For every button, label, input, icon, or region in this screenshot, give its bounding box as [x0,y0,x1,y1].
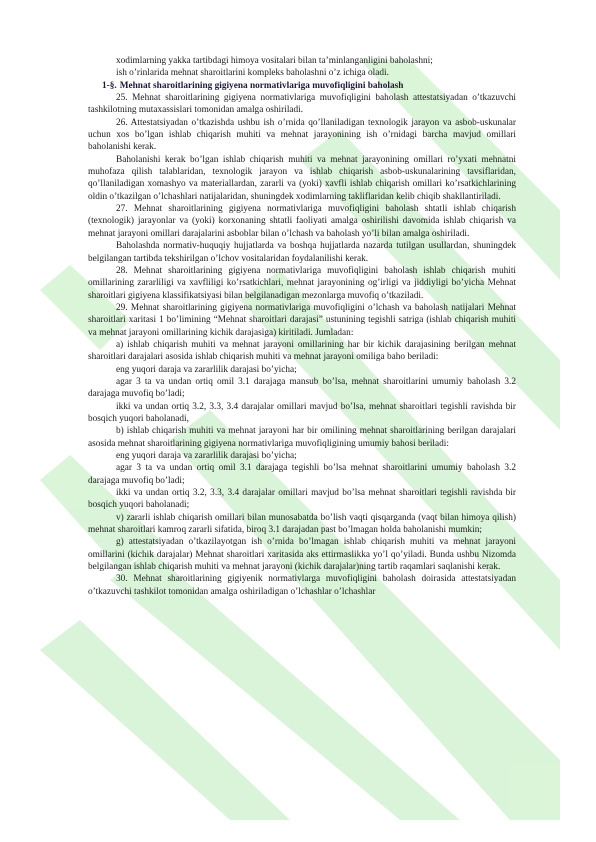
paragraph: ikki va undan ortiq 3.2, 3.3, 3.4 darajalar omillari mavjud bo’lsa, mehnat sharoitlari tegishli ravishda bir bosqich yuqori baholanadi, [88,401,516,424]
paragraph: 27. Mehnat sharoitlarining gigiyena normativlariga muvofiqligini baholash shtatli ishlab chiqarish (texnologik) jarayonlar va (yoki) korxonaning shtatli faoliyati amalga oshirilishi davomida ishlab chiqarish va mehnat jarayoni omillari darajalarini asboblar bilan o’lchash va baholash yo’li bilan amalga oshiriladi. [88,204,516,239]
paragraph: a) ishlab chiqarish muhiti va mehnat jarayoni omillarining har bir kichik darajasining berilgan mehnat sharoitlari darajalari asosida ishlab chiqarish muhiti va mehnat jarayoni omiliga baho beriladi: [88,339,516,363]
paragraph: agar 3 ta va undan ortiq omil 3.1 darajaga tegishli bo’lsa mehnat sharoitlarini umumiy baholash 3.2 darajaga muvofiq bo’ladi; [88,463,516,486]
paragraph: 30. Mehnat sharoitlarining gigiyenik normativlarga muvofiqligini baholash doirasida attestatsiyadan o’tkazuvchi tashkilot tomonidan amalga oshiriladigan o’lchashlar o’lchashlar [88,574,516,597]
paragraph: 26. Attestatsiyadan o’tkazishda ushbu ish o’rnida qo’llaniladigan texnologik jarayon va asbob-uskunalar uchun xos bo’lgan ishlab chiqarish muhiti va mehnat jarayonining ish o’rnidagi barcha mavjud omillari baholanishi kerak. [88,117,516,153]
paragraph: ish o’rinlarida mehnat sharoitlarini kompleks baholashni o’z ichiga oladi. [116,68,389,79]
paragraph: ikki va undan ortiq 3.2, 3.3, 3.4 darajalar omillari mavjud bo’lsa mehnat sharoitlari tegishli ravishda bir bosqich yuqori baholanadi; [88,488,516,511]
paragraph: Baholashda normativ-huquqiy hujjatlarda va boshqa hujjatlarda nazarda tutilgan usullardan, shuningdek belgilangan tartibda tekshirilgan o’lchov vositalaridan foydalanilishi kerak. [88,241,516,264]
paragraph: Baholanishi kerak bo’lgan ishlab chiqarish muhiti va mehnat jarayonining omillari ro’yxati mehnatni muhofaza qilish talablaridan, texnologik jarayon va ishlab chiqarish asbob-uskunalarining tavsiflaridan, qo’llaniladigan xomashyo va materiallardan, zararli va (yoki) xavfli ishlab chiqarish omillari ko’rsatkichlarining oldin o’tkazilgan o’lchashlari natijalaridan, shuningdek xodimlarning takliflaridan kelib chiqib shakllantiriladi. [88,154,516,202]
paragraph: 25. Mehnat sharoitlarining gigiyena normativlariga muvofiqligini baholash attestatsiyadan o’tkazuvchi tashkilotning mutaxassislari tomonidan amalga oshiriladi. [88,93,516,116]
paragraph: g) attestatsiyadan o’tkazilayotgan ish o’rnida bo’lmagan ishlab chiqarish muhiti va mehnat jarayoni omillarini (kichik darajalar) Mehnat sharoitlari xaritasida aks ettirmaslikka yo’l qo’yiladi. Bunda ushbu Nizomda belgilangan ishlab chiqarish muhiti va mehnat jarayoni (kichik darajalar)ning tartib raqamlari saqlanishi kerak. [88,537,516,573]
paragraph: eng yuqori daraja va zararlilik darajasi bo’yicha; [116,364,297,375]
paragraph: 29. Mehnat sharoitlarining gigiyena normativlariga muvofiqligini o’lchash va baholash natijalari Mehnat sharoitlari xaritasi 1 bo’limining “Mehnat sharoitlari darajasi” ustunining tegishli satriga (ishlab chiqarish muhiti va mehnat jarayoni omillarining kichik darajasiga) kiritiladi. Jumladan: [88,302,516,338]
paragraph: xodimlarning yakka tartibdagi himoya vositalari bilan ta’minlanganligini baholashni; [116,56,433,66]
paragraph: agar 3 ta va undan ortiq omil 3.1 darajaga mansub bo’lsa, mehnat sharoitlarini umumiy baholash 3.2 darajaga muvofiq bo’ladi; [88,376,516,400]
section-number: 1-§. [102,80,117,91]
paragraph: v) zararli ishlab chiqarish omillari bilan munosabatda bo’lish vaqti qisqarganda (vaqt bilan himoya qilish) mehnat sharoitlari kamroq zararli sifatida, biroq 3.1 darajadan past bo’lmagan holda baholanishi mumkin; [88,512,516,536]
paragraph: 28. Mehnat sharoitlarining gigiyena normativlariga muvofiqligini baholash ishlab chiqarish muhiti omillarining zararliligi va xavfliligi ko’rsatkichlari, mehnat jarayonining og’irligi va jiddiyligi bo’yicha Mehnat sharoitlari gigiyena klassifikatsiyasi bilan belgilanadigan mezonlarga muvofiq o’tkaziladi. [88,265,516,301]
document-body [88,55,516,598]
section-heading [88,80,516,92]
paragraph: eng yuqori daraja va zararlilik darajasi bo’yicha; [116,451,297,461]
section-title: Mehnat sharoitlarining gigiyena normativlariga muvofiqligini baholash [119,80,404,91]
paragraph: b) ishlab chiqarish muhiti va mehnat jarayoni har bir omilining mehnat sharoitlarining berilgan darajalari asosida mehnat sharoitlarining gigiyena normativlariga muvofiqligining umumiy bahosi beriladi: [88,426,516,449]
